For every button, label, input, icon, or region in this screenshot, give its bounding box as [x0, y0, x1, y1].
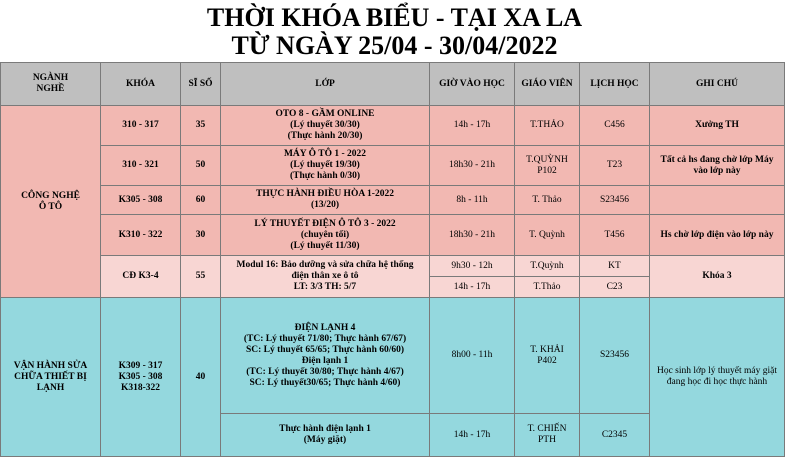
cell-khoa: 310 - 321: [101, 146, 181, 186]
cell-khoa: 310 - 317: [101, 106, 181, 146]
cell-gio: 18h30 - 21h: [430, 215, 515, 256]
header-khoa: KHÓA: [101, 63, 181, 106]
cell-lop: Modul 16: Bảo dưỡng và sửa chữa hệ thống điện thân xe ô tô LT: 3/3 TH: 5/7: [221, 256, 430, 298]
cell-gio: 14h - 17h: [430, 414, 515, 457]
table-row: [1, 215, 785, 256]
cell-siso: 50: [181, 146, 221, 186]
cell-lichhoc: C23: [580, 277, 650, 298]
cell-lichhoc: T23: [580, 146, 650, 186]
header-giaovien: GIÁO VIÊN: [515, 63, 580, 106]
cell-ghichu: Xưởng TH: [650, 106, 785, 146]
header-siso: SĨ SỐ: [181, 63, 221, 106]
cell-khoa: K305 - 308: [101, 186, 181, 215]
cell-siso: 60: [181, 186, 221, 215]
cell-lichhoc: C2345: [580, 414, 650, 457]
cell-giaovien: T.Quỳnh: [515, 256, 580, 277]
header-nganh: NGÀNH NGHỀ: [1, 63, 101, 106]
table-row: [1, 298, 785, 414]
table-row: [1, 256, 785, 277]
table-row: [1, 186, 785, 215]
cell-lop: LÝ THUYẾT ĐIỆN Ô TÔ 3 - 2022 (chuyên tối) (Lý thuyết 11/30): [221, 215, 430, 256]
cell-gio: 9h30 - 12h: [430, 256, 515, 277]
cell-lop: Thực hành điện lạnh 1 (Máy giặt): [221, 414, 430, 457]
cell-giaovien: T. Thảo: [515, 186, 580, 215]
header-gio: GIỜ VÀO HỌC: [430, 63, 515, 106]
schedule-table: [0, 62, 785, 457]
cell-khoa: K310 - 322: [101, 215, 181, 256]
cell-lichhoc: T456: [580, 215, 650, 256]
cell-lichhoc: S23456: [580, 186, 650, 215]
cell-lop: ĐIỆN LẠNH 4 (TC: Lý thuyết 71/80; Thực hành 67/67) SC: Lý thuyết 65/65; Thực hành 60/60) Điện lạnh 1 (TC: Lý thuyết 30/80; Thực hành 4/67) SC: Lý thuyết30/65; Thực hành 4/60): [221, 298, 430, 414]
cell-lop: MÁY Ô TÔ 1 - 2022 (Lý thuyết 19/30) (Thực hành 0/30): [221, 146, 430, 186]
header-row: [1, 63, 785, 106]
cell-giaovien: T.Thảo: [515, 277, 580, 298]
cell-siso: 55: [181, 256, 221, 298]
cell-lop: THỰC HÀNH ĐIỀU HÒA 1-2022 (13/20): [221, 186, 430, 215]
header-ghichu: GHI CHÚ: [650, 63, 785, 106]
table-row: [1, 146, 785, 186]
cell-giaovien: T.THẢO: [515, 106, 580, 146]
nganh-oto: CÔNG NGHỆ Ô TÔ: [1, 106, 101, 298]
table-row: [1, 106, 785, 146]
nganh-lanh: VẬN HÀNH SỬA CHỮA THIẾT BỊ LẠNH: [1, 298, 101, 457]
cell-lop: OTO 8 - GẦM ONLINE (Lý thuyết 30/30) (Thực hành 20/30): [221, 106, 430, 146]
cell-ghichu: Hs chờ lớp điện vào lớp này: [650, 215, 785, 256]
cell-gio: 14h - 17h: [430, 277, 515, 298]
cell-gio: 8h - 11h: [430, 186, 515, 215]
schedule-date-range: TỪ NGÀY 25/04 - 30/04/2022: [231, 31, 558, 60]
cell-lichhoc: C456: [580, 106, 650, 146]
cell-ghichu: Tất cả hs đang chờ lớp Máy vào lớp này: [650, 146, 785, 186]
cell-gio: 8h00 - 11h: [430, 298, 515, 414]
cell-khoa: K309 - 317 K305 - 308 K318-322: [101, 298, 181, 457]
cell-giaovien: T. Quỳnh: [515, 215, 580, 256]
schedule-title: THỜI KHÓA BIỂU - TẠI XA LA: [206, 3, 583, 32]
cell-lichhoc: KT: [580, 256, 650, 277]
cell-ghichu: Học sinh lớp lý thuyết máy giặt đang học đi học thực hành: [650, 298, 785, 457]
cell-gio: 14h - 17h: [430, 106, 515, 146]
cell-siso: 40: [181, 298, 221, 457]
cell-lichhoc: S23456: [580, 298, 650, 414]
cell-giaovien: T.QUỲNH P102: [515, 146, 580, 186]
cell-giaovien: T. CHIẾN PTH: [515, 414, 580, 457]
cell-ghichu: Khóa 3: [650, 256, 785, 298]
cell-giaovien: T. KHẢI P402: [515, 298, 580, 414]
cell-ghichu: [650, 186, 785, 215]
header-lichhoc: LỊCH HỌC: [580, 63, 650, 106]
cell-gio: 18h30 - 21h: [430, 146, 515, 186]
cell-siso: 35: [181, 106, 221, 146]
cell-khoa: CĐ K3-4: [101, 256, 181, 298]
header-lop: LỚP: [221, 63, 430, 106]
cell-siso: 30: [181, 215, 221, 256]
